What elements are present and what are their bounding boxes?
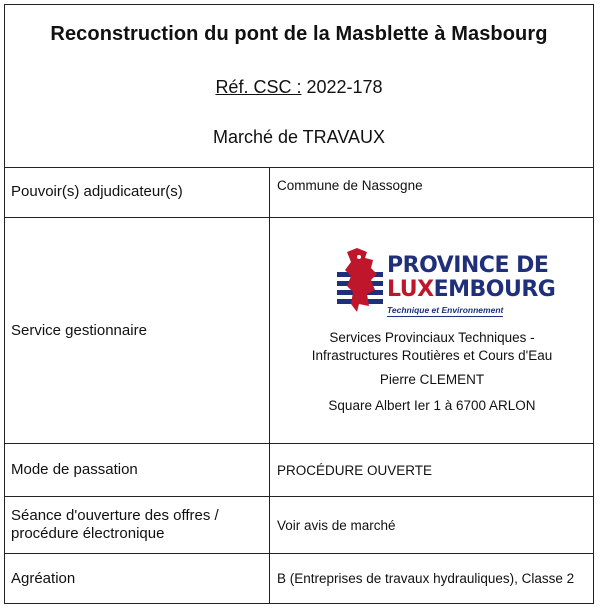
table-row-agreation bbox=[5, 554, 593, 603]
province-logo bbox=[337, 246, 556, 322]
service-address: Square Albert Ier 1 à 6700 ARLON bbox=[328, 397, 536, 413]
row-value bbox=[270, 218, 593, 443]
logo-line2 bbox=[387, 278, 555, 302]
logo-line1: PROVINCE DE bbox=[387, 252, 549, 278]
page-title: Reconstruction du pont de la Masblette à Masbourg bbox=[50, 23, 548, 45]
reference-value: 2022-178 bbox=[306, 77, 383, 97]
service-block bbox=[277, 246, 587, 416]
table-row-mode bbox=[5, 444, 593, 497]
row-value: Voir avis de marché bbox=[277, 517, 396, 533]
province-emblem-icon bbox=[337, 246, 385, 318]
table-row-seance bbox=[5, 497, 593, 554]
table-row-pouvoir bbox=[5, 167, 593, 218]
document-table bbox=[4, 4, 594, 604]
reference-line bbox=[5, 77, 593, 98]
table-row-service bbox=[5, 218, 593, 444]
row-label: Agréation bbox=[5, 554, 270, 603]
logo-line2-blue: EMBOURG bbox=[433, 276, 556, 302]
logo-line2-red: LUX bbox=[387, 276, 434, 302]
row-label: Séance d'ouverture des offres / procédure électronique bbox=[5, 497, 270, 553]
row-value: B (Entreprises de travaux hydrauliques), Classe 2 bbox=[277, 571, 575, 586]
service-contact: Pierre CLEMENT bbox=[379, 371, 485, 387]
service-line: Services Provinciaux Techniques - bbox=[329, 329, 535, 345]
row-label: Pouvoir(s) adjudicateur(s) bbox=[5, 167, 270, 217]
market-type: Marché de TRAVAUX bbox=[212, 127, 386, 147]
document-header bbox=[5, 5, 593, 168]
service-line: Infrastructures Routières et Cours d'Eau bbox=[311, 347, 553, 363]
row-label: Service gestionnaire bbox=[5, 218, 270, 443]
reference-label: Réf. CSC : bbox=[215, 77, 302, 97]
row-value: PROCÉDURE OUVERTE bbox=[277, 462, 433, 478]
logo-subtitle: Technique et Environnement bbox=[387, 304, 504, 315]
row-label: Mode de passation bbox=[5, 444, 270, 496]
row-value: Commune de Nassogne bbox=[277, 178, 423, 193]
